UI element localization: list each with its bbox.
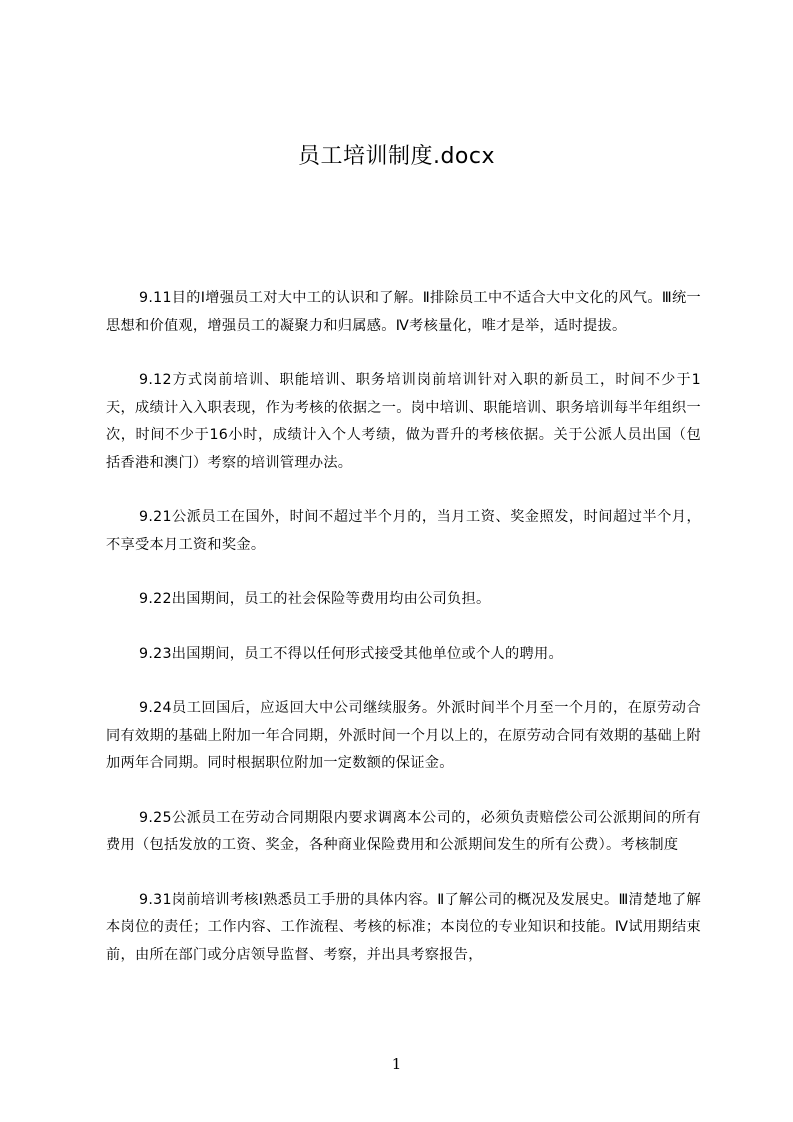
document-body bbox=[106, 285, 701, 996]
paragraph-9-12: 9.12方式岗前培训、职能培训、职务培训岗前培训针对入职的新员工，时间不少于1天，成绩计入入职表现，作为考核的依据之一。岗中培训、职能培训、职务培训每半年组织一次，时间不少于16小时，成绩计入个人考绩，做为晋升的考核依据。关于公派人员出国（包括香港和澳门）考察的培训管理办法。 bbox=[106, 372, 701, 471]
document-title: 员工培训制度.docx bbox=[297, 144, 496, 169]
paragraph-9-31: 9.31岗前培训考核Ⅰ熟悉员工手册的具体内容。Ⅱ了解公司的概况及发展史。Ⅲ清楚地了解本岗位的责任；工作内容、工作流程、考核的标准；本岗位的专业知识和技能。Ⅳ试用期结束前，由所在部门或分店领导监督、考察，并出具考察报告， bbox=[106, 891, 701, 963]
paragraph-9-22: 9.22出国期间，员工的社会保险等费用均由公司负担。 bbox=[139, 591, 491, 607]
page-number: 1 bbox=[391, 1055, 402, 1073]
paragraph-9-23: 9.23出国期间，员工不得以任何形式接受其他单位或个人的聘用。 bbox=[139, 645, 563, 662]
paragraph-9-24: 9.24员工回国后，应返回大中公司继续服务。外派时间半个月至一个月的，在原劳动合同有效期的基础上附加一年合同期，外派时间一个月以上的，在原劳动合同有效期的基础上附加两年合同期。同时根据职位附加一定数额的保证金。 bbox=[106, 700, 701, 771]
paragraph-9-11: 9.11目的Ⅰ增强员工对大中工的认识和了解。Ⅱ排除员工中不适合大中文化的风气。Ⅲ统一思想和价值观，增强员工的凝聚力和归属感。Ⅳ考核量化，唯才是举，适时提拔。 bbox=[106, 290, 701, 334]
paragraph-9-25: 9.25公派员工在劳动合同期限内要求调离本公司的，必须负责赔偿公司公派期间的所有费用（包括发放的工资、奖金，各种商业保险费用和公派期间发生的所有公费）。考核制度 bbox=[106, 809, 701, 853]
paragraph-9-21: 9.21公派员工在国外，时间不超过半个月的，当月工资、奖金照发，时间超过半个月，不享受本月工资和奖金。 bbox=[106, 509, 701, 553]
